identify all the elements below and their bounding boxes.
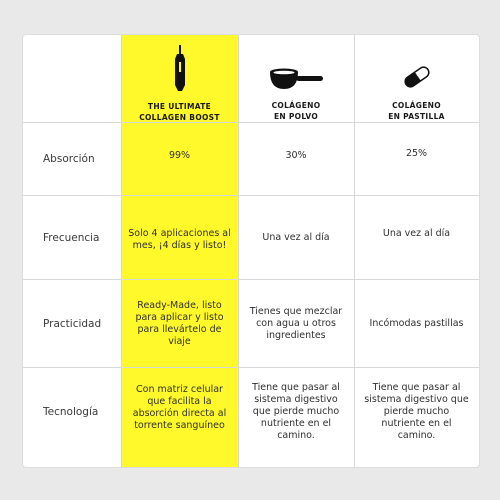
cell-frecuencia-pastilla: Una vez al día xyxy=(382,227,451,239)
cell-practicidad-pastilla: Incómodas pastillas xyxy=(369,317,464,329)
column-title-line1: THE ULTIMATE xyxy=(147,102,212,111)
column-title-line1: COLÁGENO xyxy=(392,101,441,110)
column-title-line1: COLÁGENO xyxy=(271,101,321,110)
row-label-frecuencia: Frecuencia xyxy=(43,231,100,244)
cell-tecnologia-pastilla: Tiene que pasar al sistema digestivo que pierde mucho nutriente en el camino. xyxy=(364,381,469,441)
cell-absorcion-boost: 99% xyxy=(168,150,191,161)
cell-practicidad-polvo: Tienes que mezclar con agua u otros ingredientes xyxy=(249,305,343,341)
header-colageno-en-polvo xyxy=(238,35,354,122)
capsule-pill-icon xyxy=(400,64,434,90)
cell-absorcion-polvo: 30% xyxy=(285,150,307,161)
cell-absorcion-pastilla: 25% xyxy=(405,148,428,159)
cell-tecnologia-polvo: Tiene que pasar al sistema digestivo que pierde mucho nutriente en el camino. xyxy=(252,381,340,441)
row-label-tecnologia: Tecnología xyxy=(43,405,99,418)
row-label-practicidad: Practicidad xyxy=(43,317,102,330)
pen-applicator-icon xyxy=(173,45,187,91)
header-ultimate-collagen-boost xyxy=(121,35,238,122)
header-colageno-en-pastilla xyxy=(354,35,479,122)
column-title-line2: COLLAGEN BOOST xyxy=(139,113,220,122)
cell-practicidad-boost: Ready-Made, listo para aplicar y listo para llevártelo de viaje xyxy=(135,299,224,347)
cell-frecuencia-polvo: Una vez al día xyxy=(262,231,330,243)
comparison-table xyxy=(22,34,480,468)
row-label-absorcion: Absorción xyxy=(43,153,95,165)
column-title-line2: EN PASTILLA xyxy=(388,112,445,121)
cell-tecnologia-boost: Con matriz celular que facilita la absorción directa al torrente sanguíneo xyxy=(132,383,227,431)
column-title-line2: EN POLVO xyxy=(273,112,319,121)
measuring-scoop-icon xyxy=(268,68,324,90)
cell-frecuencia-boost: Solo 4 aplicaciones al mes, ¡4 días y listo! xyxy=(128,227,231,251)
